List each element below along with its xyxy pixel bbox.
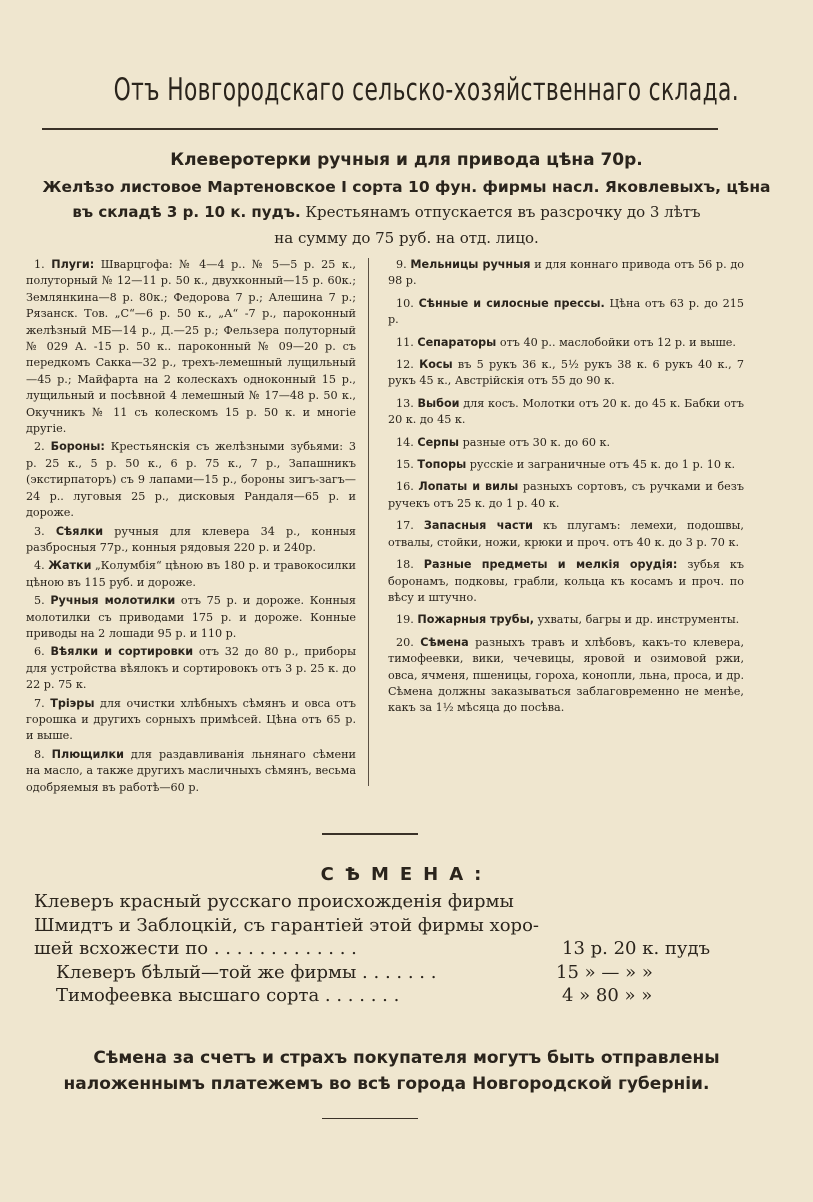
seeds-item-white-clover	[34, 961, 734, 985]
entry-text: къ плугамъ: лемехи, подошвы, отвалы, стойки, ножи, крюки и проч. отъ 40 к. до 3 р. 70 к.	[388, 519, 744, 549]
entry-text: для раздавливанія льнянаго сѣмени на масло, а также другихъ масличныхъ сѣмянъ, весьма одобряемыя въ работѣ—60 р.	[26, 747, 356, 794]
entry-label: Тріэры	[50, 696, 95, 710]
entry-label: Лопаты и вилы	[418, 480, 519, 494]
entry-number: 20.	[396, 635, 414, 649]
price-entry	[388, 479, 744, 512]
price-entry	[26, 558, 356, 591]
entry-label: Мельницы ручныя	[410, 258, 531, 271]
seeds-price: 13 р. 20 к. пудъ	[562, 938, 711, 959]
entry-number: 3.	[34, 524, 45, 538]
entry-label: Жатки	[48, 559, 92, 573]
announce-line-3-rest: Крестьянамъ отпускается въ разсрочку до 3 лѣтъ	[300, 203, 701, 221]
seeds-item-label: шей всхожести по . . . . . . . . . . . . .	[34, 938, 357, 959]
entry-text: разныхъ сортовъ, съ ручками и безъ ручекъ отъ 25 к. до 1 р. 40 к.	[388, 480, 744, 510]
price-entry	[26, 696, 356, 745]
entry-number: 12.	[396, 358, 414, 372]
entry-text: ухваты, багры и др. инструменты.	[534, 613, 740, 627]
entry-number: 17.	[396, 519, 414, 533]
entry-label: Сѣялки	[55, 524, 104, 538]
entry-number: 18.	[396, 558, 414, 572]
entry-text: разные отъ 30 к. до 60 к.	[459, 435, 611, 449]
entry-text: Шварцгофа: № 4—4 р.. № 5—5 р. 25 к., полуторный № 12—11 р. 50 к., двухконный—15 р. 60к.; Землянкина—8 р. 80к.; Федорова 7 р.; Алешина 7 р.; Рязанск. Тов. „С“—6 р. 50 к., „А“ -7 р., пароконный желѣзный МБ—14 р., Д.—25 р.; Фельзера полуторный № 029 А. -15 р. 50 к.. пароконный № 09—20 р. съ передкомъ Сакка—32 р., трехъ-лемешный лущильный—45 р.; Майфарта на 2 колескахъ одноконный 15 р., лущильный и посѣвной 4 лемешный № 17—48 р. 50 к., Окучникъ № 11 съ колескомъ 15 р. 50 к. и многіе другіе.	[26, 258, 356, 436]
right-column	[388, 257, 744, 723]
entry-number: 8.	[34, 747, 45, 761]
entry-number: 5.	[34, 594, 45, 608]
price-entry	[388, 635, 744, 717]
footer-line-1: Сѣмена за счетъ и страхъ покупателя могутъ быть отправлены	[93, 1048, 720, 1068]
announce-line-4: на сумму до 75 руб. на отд. лицо.	[274, 229, 539, 247]
entry-number: 19.	[396, 613, 414, 627]
entry-text: ручныя для клевера 34 р., конныя разбросныя 77р., конныя рядовыя 220 р. и 240р.	[26, 524, 356, 554]
price-entry	[26, 439, 356, 521]
entry-text: для очистки хлѣбныхъ сѣмянъ и овса отъ горошка и другихъ сорныхъ примѣсей. Цѣна отъ 65 р. и выше.	[26, 696, 356, 743]
price-entry	[26, 644, 356, 693]
entry-label: Сѣмена	[420, 635, 469, 649]
entry-number: 11.	[396, 335, 414, 349]
price-entry	[26, 593, 356, 642]
entry-label: Косы	[419, 358, 453, 372]
entry-label: Плющилки	[51, 747, 124, 761]
entry-number: 7.	[34, 696, 45, 710]
entry-label: Серпы	[417, 435, 460, 449]
bottom-rule	[322, 1118, 418, 1119]
entry-text: отъ 40 р.. маслобойки отъ 12 р. и выше.	[496, 335, 736, 349]
entry-text: русскіе и заграничные отъ 45 к. до 1 р. 10 к.	[466, 458, 736, 472]
seeds-heading: СѢМЕНА:	[320, 864, 493, 885]
page-title: Отъ Новгородскаго сельско-хозяйственнаго склада.	[113, 72, 740, 108]
entry-number: 14.	[396, 435, 414, 449]
column-divider	[368, 258, 369, 786]
entry-label: Пожарныя трубы,	[417, 613, 534, 627]
price-entry	[388, 257, 744, 290]
entry-label: Запасныя части	[423, 519, 533, 533]
entry-text: въ 5 рукъ 36 к., 5½ рукъ 38 к. 6 рукъ 40 к., 7 рукъ 45 к., Австрійскія отъ 55 до 90 к.	[388, 358, 745, 388]
left-column	[26, 257, 356, 798]
seeds-item-label: Тимофеевка высшаго сорта . . . . . . .	[56, 985, 400, 1006]
price-entry	[388, 612, 744, 628]
price-entry	[388, 296, 744, 329]
price-entry	[388, 557, 744, 606]
entry-label: Сѣнные и силосные прессы.	[418, 296, 605, 310]
price-entry	[388, 357, 744, 390]
seeds-line: Клеверъ красный русскаго происхожденія фирмы	[34, 891, 514, 912]
entry-number: 2.	[34, 440, 45, 454]
seeds-line: Шмидтъ и Заблоцкій, съ гарантіей этой фирмы хоро-	[34, 914, 539, 936]
price-entry	[388, 435, 744, 451]
entry-label: Плуги:	[51, 258, 95, 271]
announce-line-1: Клеверотерки ручныя и для привода цѣна 70р.	[170, 150, 643, 170]
entry-number: 4.	[34, 559, 45, 573]
entry-text: для косъ. Молотки отъ 20 к. до 45 к. Бабки отъ 20 к. до 45 к.	[388, 396, 744, 427]
entry-text: разныхъ травъ и хлѣбовъ, какъ-то клевера, тимофеевки, вики, чечевицы, яровой и озимовой ржи, овса, ячменя, пшеницы, гороха, конопли, льна, проса, и др. Сѣмена должны заказываться заблаговременно не менѣе, какъ за 1½ мѣсяца до посѣва.	[388, 635, 745, 715]
entry-number: 10.	[396, 296, 414, 310]
entry-label: Выбои	[417, 396, 460, 410]
entry-text: и для коннаго привода отъ 56 р. до 98 р.	[388, 258, 744, 288]
seeds-item-timothy	[34, 984, 734, 1008]
footer-line-2: наложеннымъ платежемъ во всѣ города Новгородской губерніи.	[63, 1074, 710, 1094]
entry-label: Топоры	[417, 458, 467, 472]
entry-label: Ручныя молотилки	[50, 594, 176, 608]
entry-label: Вѣялки и сортировки	[50, 645, 194, 659]
price-entry	[388, 396, 744, 429]
entry-number: 9.	[396, 258, 407, 271]
price-entry	[26, 524, 356, 557]
price-entry	[388, 335, 744, 351]
entry-number: 1.	[34, 258, 45, 271]
entry-number: 15.	[396, 458, 414, 472]
seeds-item-red-clover	[34, 937, 734, 961]
section-rule	[322, 833, 418, 835]
entry-text: зубья къ боронамъ, подковы, грабли, кольца къ косамъ и проч. по вѣсу и штучно.	[388, 558, 744, 604]
entry-number: 13.	[396, 396, 414, 410]
announce-line-3	[0, 203, 793, 221]
entry-number: 6.	[34, 645, 45, 659]
entry-label: Разные предметы и мелкія орудія:	[423, 558, 678, 572]
price-entry	[388, 518, 744, 551]
seeds-item-label: Клеверъ бѣлый—той же фирмы . . . . . . .	[56, 961, 437, 983]
price-entry	[388, 457, 744, 473]
price-entry	[26, 257, 356, 437]
entry-text: Крестьянскія съ желѣзными зубьями: 3 р. 25 к., 5 р. 50 к., 6 р. 75 к., 7 р., Запашникъ (экстирпаторъ) съ 9 лапами—15 р., бороны зигъ-загъ—24 р.. луговыя 25 р., дисковыя Рандаля—65 р. и дороже.	[26, 440, 356, 520]
price-entry	[26, 747, 356, 796]
seeds-price-list	[34, 890, 734, 1008]
entry-text: Цѣна отъ 63 р. до 215 р.	[388, 296, 744, 327]
entry-text: отъ 75 р. и дороже. Конныя молотилки съ приводами 175 р. и дороже. Конные приводы на 2 лошади 95 р. и 110 р.	[26, 594, 356, 640]
entry-label: Бороны:	[50, 440, 105, 454]
entry-label: Сепараторы	[417, 335, 497, 349]
announce-line-3-bold: въ складѣ 3 р. 10 к. пудъ.	[72, 203, 301, 221]
seeds-price: 15 » — » »	[556, 961, 653, 983]
title-rule	[42, 128, 718, 130]
entry-number: 16.	[396, 480, 414, 494]
entry-text: „Колумбія“ цѣною въ 180 р. и травокосилки цѣною въ 115 руб. и дороже.	[26, 559, 356, 589]
entry-text: отъ 32 до 80 р., приборы для устройства вѣялокъ и сортировокъ отъ 3 р. 25 к. до 22 р. 75 к.	[26, 645, 356, 692]
announce-line-2: Желѣзо листовое Мартеновское I сорта 10 фун. фирмы насл. Яковлевыхъ, цѣна	[42, 178, 771, 196]
seeds-price: 4 » 80 » »	[562, 985, 653, 1006]
